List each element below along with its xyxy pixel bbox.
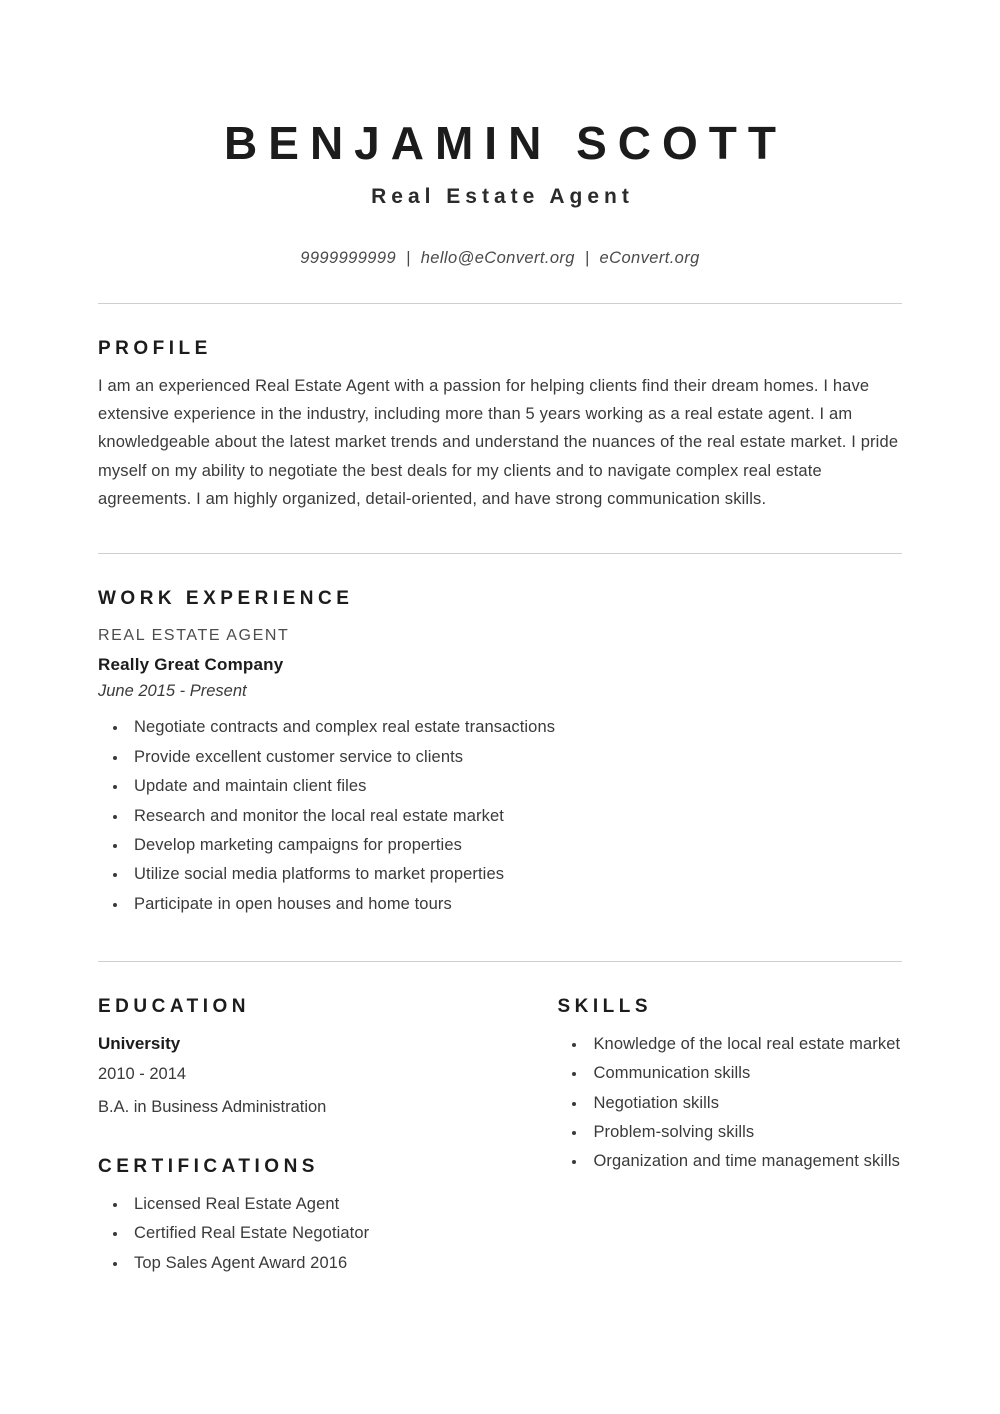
list-item: • Licensed Real Estate Agent (128, 1190, 552, 1219)
work-experience-title: WORK EXPERIENCE (98, 588, 354, 610)
candidate-name: BENJAMIN SCOTT (224, 117, 787, 169)
resume-header (98, 0, 902, 268)
contact-website: eConvert.org (599, 248, 700, 267)
list-item: • Communication skills (587, 1059, 902, 1088)
contact-separator-2: | (584, 248, 590, 267)
list-item: • Certified Real Estate Negotiator (128, 1219, 552, 1248)
contact-separator-1: | (406, 248, 411, 267)
skills-title: SKILLS (557, 995, 652, 1017)
list-item: • Problem-solving skills (587, 1118, 902, 1147)
list-item: • Negotiate contracts and complex real estate transactions (128, 713, 902, 742)
list-item: • Top Sales Agent Award 2016 (128, 1249, 552, 1278)
list-item: • Organization and time management skills (587, 1147, 902, 1176)
section-skills (557, 996, 902, 1177)
list-item: • Knowledge of the local real estate market (587, 1030, 902, 1059)
job-role: REAL ESTATE AGENT (98, 627, 290, 645)
education-years: 2010 - 2014 (98, 1064, 187, 1083)
list-item: • Participate in open houses and home tours (128, 890, 902, 919)
list-item: • Update and maintain client files (128, 772, 902, 801)
profile-text: I am an experienced Real Estate Agent with a passion for helping clients find their dream homes. I have extensive experience in the industry, including more than 5 years working as a real estate agent. I am knowledgeable about the latest market trends and understand the nuances of the real estate market. I pride myself on my ability to negotiate the best deals for my clients and to navigate complex real estate agreements. I am highly organized, detail-oriented, and have strong communication skills. (98, 376, 899, 509)
list-item: • Research and monitor the local real estate market (128, 802, 902, 831)
section-profile (98, 304, 902, 514)
section-certifications (98, 1156, 552, 1278)
contact-line (98, 249, 902, 268)
certifications-list (98, 1190, 552, 1278)
column-left (98, 996, 552, 1278)
job-company: Really Great Company (98, 655, 284, 675)
bottom-columns (98, 962, 902, 1278)
section-work-experience (98, 554, 902, 919)
education-degree: B.A. in Business Administration (98, 1097, 327, 1116)
profile-title: PROFILE (98, 337, 212, 359)
list-item: • Provide excellent customer service to clients (128, 743, 902, 772)
section-education (98, 996, 552, 1120)
job-dates: June 2015 - Present (98, 682, 247, 701)
list-item: • Negotiation skills (587, 1089, 902, 1118)
education-school: University (98, 1033, 181, 1053)
candidate-job-title: Real Estate Agent (371, 184, 634, 208)
skills-list (557, 1030, 902, 1177)
column-right (557, 996, 902, 1278)
certifications-title: CERTIFICATIONS (98, 1155, 319, 1177)
contact-email: hello@eConvert.org (420, 248, 575, 267)
contact-phone: 9999999999 (300, 248, 397, 267)
work-experience-bullets (98, 713, 902, 919)
list-item: • Develop marketing campaigns for properties (128, 831, 902, 860)
list-item: • Utilize social media platforms to market properties (128, 860, 902, 889)
education-title: EDUCATION (98, 995, 251, 1017)
